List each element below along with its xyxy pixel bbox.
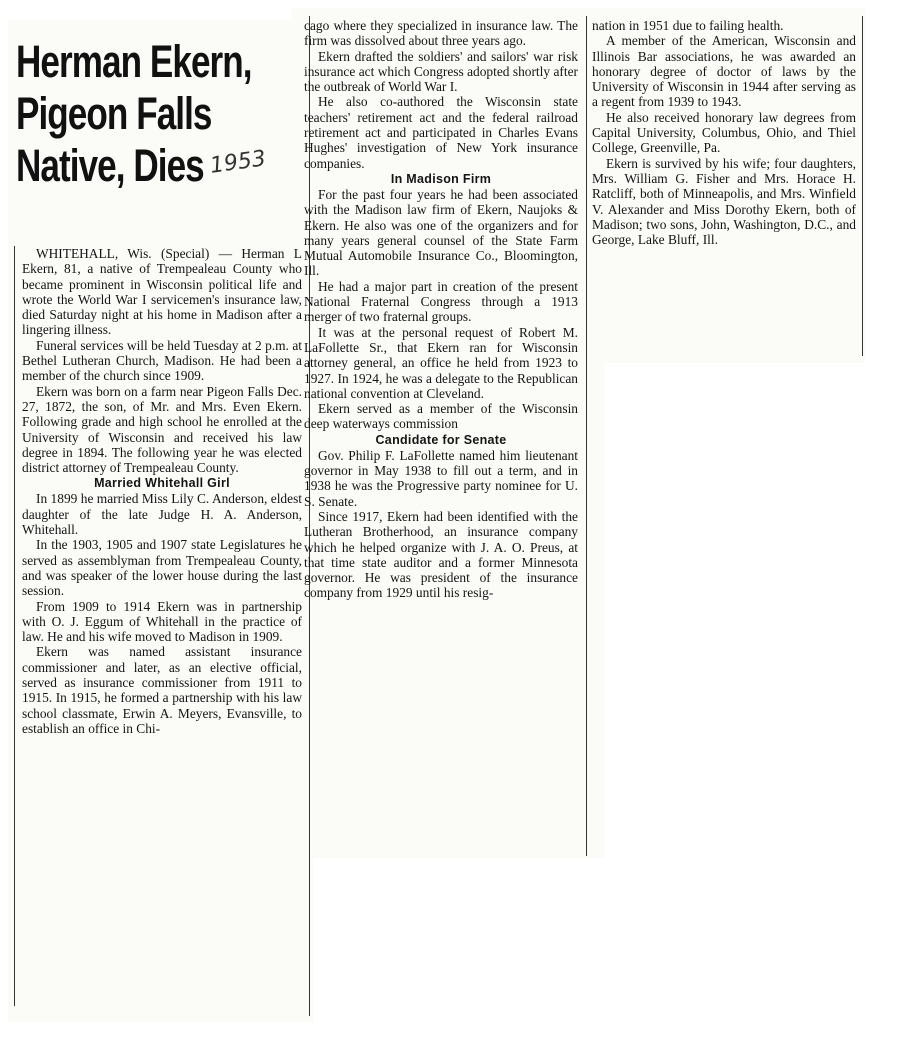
paragraph: He also received honorary law degrees from Capital University, Columbus, Ohio, and Thiel College, Greenville, Pa. (592, 109, 856, 156)
headline: Herman Ekern, Pigeon Falls Native, Dies (16, 36, 252, 191)
paragraph: Since 1917, Ekern had been identified with the Lutheran Brotherhood, an insurance company which he helped organize with J. A. O. Preus, at that time state auditor and a former Minnesota governor. He was president of the insurance company from 1929 until his resig- (304, 508, 578, 601)
article-column-2 (304, 18, 578, 601)
subhead: In Madison Firm (390, 171, 492, 186)
paragraph: A member of the American, Wisconsin and Illinois Bar associations, he was awarded an honorary degree of doctor of laws by the University of Wisconsin in 1944 after serving as a regent from 1939 to 1943. (592, 33, 856, 110)
handwritten-year: 1953 (208, 146, 268, 179)
paragraph: It was at the personal request of Robert M. LaFollette Sr., that Ekern ran for Wisconsin attorney general, an office he held from 1923 to 1927. In 1924, he was a delegate to the Republican national convention at Cleveland. (304, 324, 578, 401)
paragraph: cago where they specialized in insurance law. The firm was dissolved about three years ago. (304, 18, 578, 49)
paragraph: In 1899 he married Miss Lily C. Anderson, eldest daughter of the late Judge H. A. Anderson, Whitehall. (22, 491, 302, 538)
paragraph: Ekern drafted the soldiers' and sailors' war risk insurance act which Congress adopted shortly after the outbreak of World War I. (304, 48, 578, 95)
paragraph: nation in 1951 due to failing health. (592, 18, 784, 33)
paragraph: He also co-authored the Wisconsin state teachers' retirement act and the federal railroad retirement act and participated in Charles Evans Hughes' investigation of New York insurance companies. (304, 94, 578, 171)
article-column-3 (592, 18, 856, 247)
paragraph: Ekern was named assistant insurance commissioner and later, as an elective official, served as insurance commissioner from 1911 to 1915. In 1915, he formed a partnership with his law school classmate, Erwin A. Meyers, Evansville, to establish an office in Chi- (22, 644, 302, 736)
paragraph: Funeral services will be held Tuesday at 2 p.m. at Bethel Lutheran Church, Madison. He had been a member of the church since 1909. (22, 337, 302, 384)
subhead: Married Whitehall Girl (94, 476, 230, 491)
paragraph: Gov. Philip F. LaFollette named him lieutenant governor in May 1938 to fill out a term, and in 1938 he was the Progressive party nominee for U. S. Senate. (304, 447, 578, 509)
paragraph: Ekern served as a member of the Wisconsin deep waterways commission (304, 401, 578, 432)
paragraph: Ekern is survived by his wife; four daughters, Mrs. William G. Fisher and Mrs. Horace H. Ratcliff, both of Minneapolis, and Mrs. Winfield V. Alexander and Miss Dorothy Ekern, both of Madison; two sons, John, Washington, D.C., and George, Lake Bluff, Ill. (592, 155, 856, 248)
column-rule (862, 16, 863, 356)
article-column-1 (22, 246, 302, 736)
column-rule (14, 246, 15, 1006)
paragraph: He had a major part in creation of the present National Fraternal Congress through a 1913 merger of two fraternal groups. (304, 278, 578, 325)
subhead: Candidate for Senate (375, 432, 507, 447)
paragraph: For the past four years he had been associated with the Madison law firm of Ekern, Naujoks & Ekern. He also was one of the organizers and for many years general counsel of the State Farm Mutual Automobile Insurance Co., Bloomington, Ill. (304, 186, 578, 279)
paragraph: In the 1903, 1905 and 1907 state Legislatures he served as assemblyman from Trempealeau County, and was speaker of the lower house during the last session. (22, 537, 302, 599)
column-rule (586, 16, 587, 856)
paragraph: Ekern was born on a farm near Pigeon Falls Dec. 27, 1872, the son, of Mr. and Mrs. Even Ekern. Following grade and high school he enrolled at the University of Wisconsin and received his law degree in 1894. The following year he was elected district attorney of Trempealeau County. (22, 383, 302, 476)
paragraph: From 1909 to 1914 Ekern was in partnership with O. J. Eggum of Whitehall in the practice of law. He and his wife moved to Madison in 1909. (22, 598, 302, 645)
paragraph: WHITEHALL, Wis. (Special) — Herman L Ekern, 81, a native of Trempealeau County who became prominent in Wisconsin political life and wrote the World War I servicemen's insurance law, died Saturday night at his home in Madison after a lingering illness. (22, 246, 302, 338)
